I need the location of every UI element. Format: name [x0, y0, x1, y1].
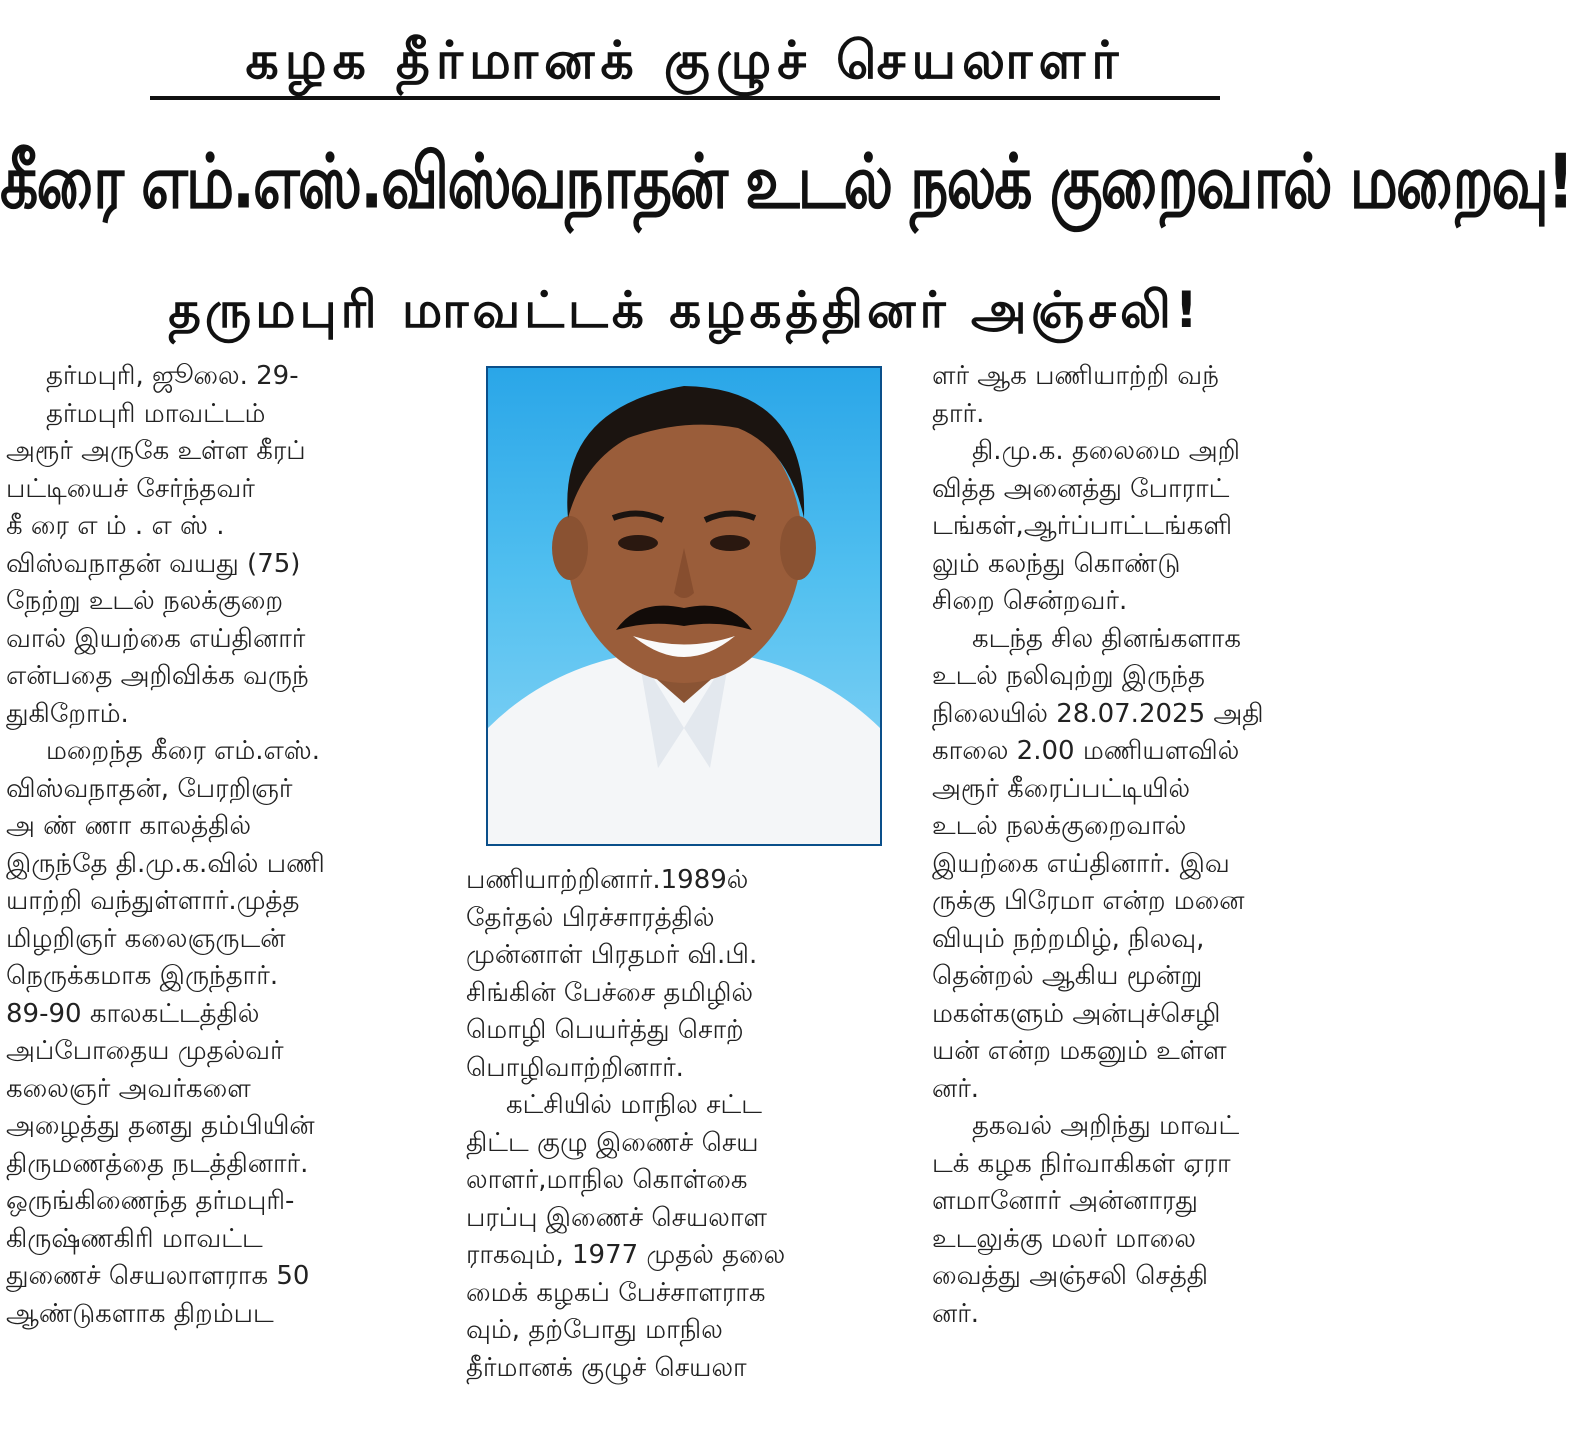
article-text-line: தி.மு.க. தலைமை அறி: [972, 436, 1241, 466]
column-1: [6, 358, 442, 1333]
article-text-line: உடலுக்கு மலர் மாலை: [932, 1223, 1196, 1254]
article-text-line: பரப்பு இணைச் செயலாள: [466, 1202, 767, 1233]
article-text-line: கீ ரை எ ம் . எ ஸ் .: [6, 511, 225, 541]
article-text-line: யன் என்ற மகனும் உள்ள: [932, 1036, 1227, 1066]
article-text-line: தீர்மானக் குழுச் செயலா: [466, 1352, 747, 1383]
article-text-line: இயற்கை எய்தினார். இவ: [932, 848, 1230, 879]
article-text-line: கிருஷ்ணகிரி மாவட்ட: [6, 1223, 263, 1254]
article-text-line: தர்மபுரி, ஜூலை. 29-: [46, 361, 299, 391]
article-text-line: தென்றல் ஆகிய மூன்று: [932, 961, 1203, 991]
article-text-line: நெருக்கமாக இருந்தார்.: [6, 961, 279, 991]
article-text-line: நிலையில் 28.07.2025 அதி: [932, 698, 1264, 729]
article-text-line: வைத்து அஞ்சலி செத்தி: [932, 1261, 1209, 1291]
article-text-line: அப்போதைய முதல்வர்: [6, 1036, 284, 1066]
article-text-line: யாற்றி வந்துள்ளார்.முத்த: [6, 886, 300, 916]
article-text-line: பணியாற்றினார்.1989ல்: [466, 865, 749, 895]
article-text-line: திட்ட குழு இணைச் செய: [466, 1127, 759, 1158]
article-text-line: அரூர் அருகே உள்ள கீரப்: [6, 436, 306, 466]
article-text-line: னர்.: [932, 1073, 980, 1104]
article-text-line: பொழிவாற்றினார்.: [466, 1052, 684, 1083]
article-text-line: ளமானோர் அன்னாரது: [932, 1186, 1198, 1216]
article-text-line: மொழி பெயர்த்து சொற்: [466, 1015, 744, 1045]
article-text-line: துகிறோம்.: [6, 698, 129, 729]
main-headline: கீரை எம்.எஸ்.விஸ்வநாதன் உடல் நலக் குறைவால் மறைவு!: [0, 138, 1572, 227]
article-text-line: உடல் நலக்குறைவால்: [932, 811, 1187, 841]
article-text-line: லும் கலந்து கொண்டு: [932, 548, 1181, 579]
sub-headline: தருமபுரி மாவட்டக் கழகத்தினர் அஞ்சலி!: [168, 281, 1202, 339]
article-text-line: 89-90 காலகட்டத்தில்: [6, 998, 260, 1029]
article-text-line: ஆண்டுகளாக திறம்பட: [6, 1298, 274, 1329]
article-text-line: அ ண் ணா காலத்தில்: [6, 811, 252, 841]
article-text-line: நேற்று உடல் நலக்குறை: [6, 586, 284, 616]
article-text-line: மைக் கழகப் பேச்சாளராக: [466, 1277, 766, 1308]
article-text-line: கட்சியில் மாநில சட்ட: [506, 1090, 762, 1120]
article-text-line: வால் இயற்கை எய்தினார்: [6, 623, 306, 654]
article-text-line: னர்.: [932, 1298, 980, 1329]
article-text-line: அரூர் கீரைப்பட்டியில்: [932, 773, 1191, 804]
article-text-line: விஸ்வநாதன், பேரறிஞர்: [6, 773, 293, 804]
kicker-heading: கழக தீர்மானக் குழுச் செயலாளர்: [150, 26, 1220, 100]
article-text-line: தார்.: [932, 398, 985, 429]
article-text-line: லாளர்,மாநில கொள்கை: [466, 1165, 748, 1195]
article-text-line: உடல் நலிவுற்று இருந்த: [932, 661, 1205, 691]
article-text-line: தகவல் அறிந்து மாவட்: [972, 1111, 1240, 1141]
article-text-line: காலை 2.00 மணியளவில்: [932, 736, 1240, 766]
article-text-line: மிழறிஞர் கலைஞருடன்: [6, 923, 286, 954]
article-text-line: வித்த அனைத்து போராட்: [932, 473, 1230, 504]
article-text-line: வியும் நற்றமிழ், நிலவு,: [932, 923, 1205, 954]
article-text-line: அழைத்து தனது தம்பியின்: [6, 1111, 315, 1141]
article-text-line: தர்மபுரி மாவட்டம்: [46, 398, 266, 429]
article-text-line: மறைந்த கீரை எம்.எஸ்.: [46, 736, 320, 766]
article-text-line: கடந்த சில தினங்களாக: [972, 623, 1242, 654]
article-text-line: மகள்களும் அன்புச்செழி: [932, 998, 1221, 1029]
article-text-line: ருக்கு பிரேமா என்ற மனை: [932, 886, 1245, 916]
article-text-line: ளர் ஆக பணியாற்றி வந்: [932, 361, 1219, 391]
article-text-line: இருந்தே தி.மு.க.வில் பணி: [6, 848, 325, 879]
article-text-line: விஸ்வநாதன் வயது (75): [6, 548, 301, 579]
column-2: [466, 862, 902, 1387]
article-text-line: டங்கள்,ஆர்ப்பாட்டங்களி: [932, 511, 1233, 541]
portrait-illustration: [488, 368, 880, 844]
article-text-line: துணைச் செயலாளராக 50: [6, 1261, 310, 1291]
article-text-line: முன்னாள் பிரதமர் வி.பி.: [466, 940, 758, 970]
article-text-line: ராகவும், 1977 முதல் தலை: [466, 1240, 786, 1270]
column-3: [932, 358, 1368, 1333]
article-text-line: டக் கழக நிர்வாகிகள் ஏரா: [932, 1148, 1231, 1179]
article-text-line: சிங்கின் பேச்சை தமிழில்: [466, 977, 754, 1008]
article-text-line: சிறை சென்றவர்.: [932, 586, 1128, 616]
article-text-line: கலைஞர் அவர்களை: [6, 1073, 251, 1104]
article-text-line: ஒருங்கிணைந்த தர்மபுரி-: [6, 1186, 295, 1216]
article-text-line: தேர்தல் பிரச்சாரத்தில்: [466, 902, 715, 933]
article-text-line: திருமணத்தை நடத்தினார்.: [6, 1148, 309, 1179]
article-text-line: என்பதை அறிவிக்க வருந்: [6, 661, 309, 691]
portrait-photo: [486, 366, 882, 846]
article-text-line: பட்டியைச் சேர்ந்தவர்: [6, 473, 255, 504]
article-text-line: வும், தற்போது மாநில: [466, 1315, 723, 1345]
